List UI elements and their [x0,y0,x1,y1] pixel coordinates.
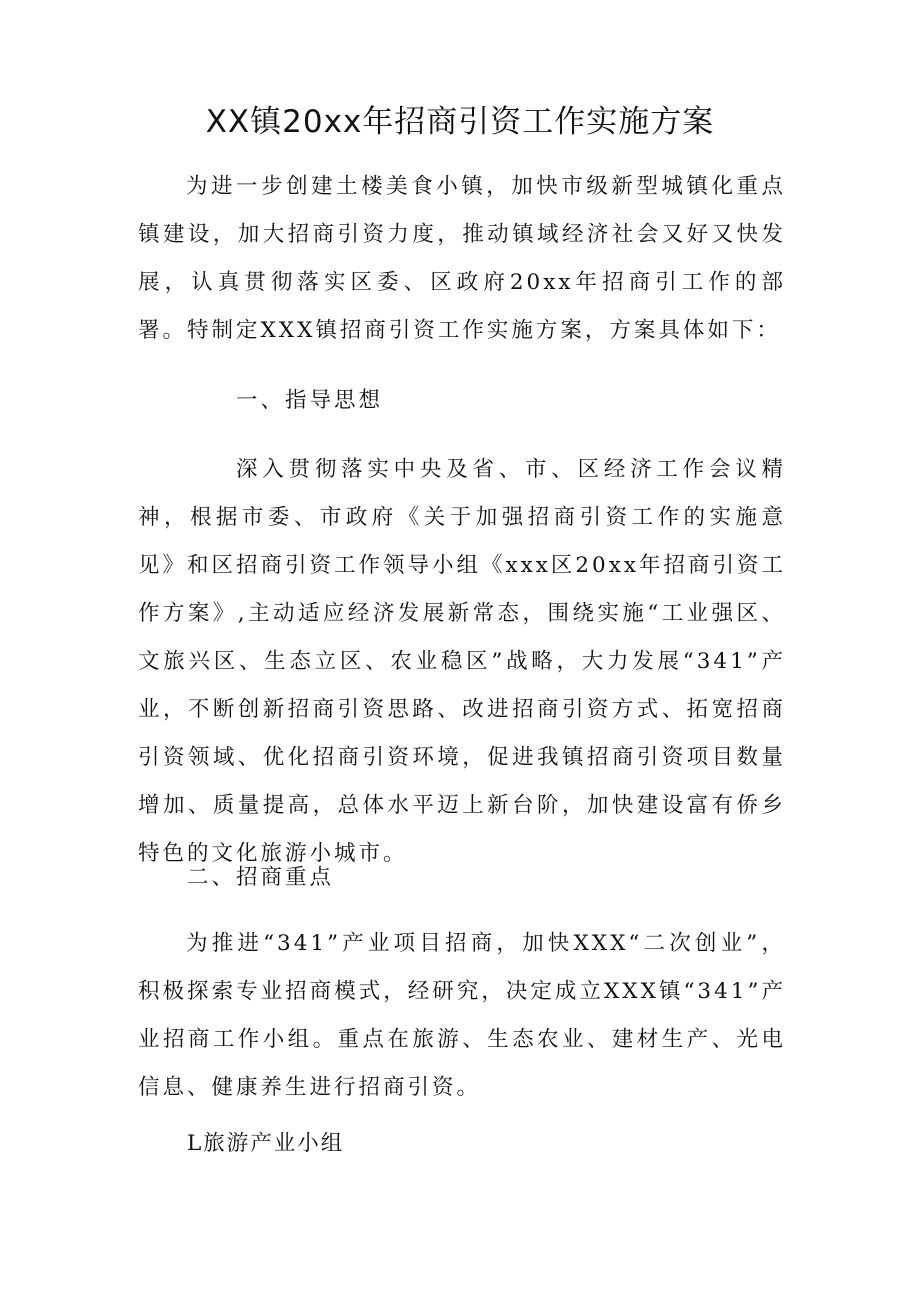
intro-paragraph: 为进一步创建土楼美食小镇，加快市级新型城镇化重点镇建设，加大招商引资力度，推动镇域经济社会又好又快发展，认真贯彻落实区委、区政府20xx年招商引工作的部署。特制定XXX镇招商引资工作实施方案，方案具体如下： [138,174,786,343]
subsection-heading-tourism-group: L旅游产业小组 [187,1131,345,1156]
guiding-thought-paragraph: 深入贯彻落实中央及省、市、区经济工作会议精神，根据市委、市政府《关于加强招商引资工作的实施意见》和区招商引资工作领导小组《xxx区20xx年招商引资工作方案》,主动适应经济发展新常态，围绕实施“工业强区、文旅兴区、生态立区、农业稳区”战略，大力发展“341”产业，不断创新招商引资思路、改进招商引资方式、拓宽招商引资领域、优化招商引资环境，促进我镇招商引资项目数量增加、质量提高，总体水平迈上新台阶，加快建设富有侨乡特色的文化旅游小城市。 [138,457,786,866]
document-title: XX镇20xx年招商引资工作实施方案 [205,104,715,140]
section-heading-investment-focus: 二、招商重点 [187,865,335,890]
investment-focus-paragraph: 为推进“341”产业项目招商，加快XXX“二次创业”，积极探索专业招商模式，经研究，决定成立XXX镇“341”产业招商工作小组。重点在旅游、生态农业、建材生产、光电信息、健康养生进行招商引资。 [138,931,786,1100]
section-heading-guiding-thought: 一、指导思想 [236,388,384,413]
